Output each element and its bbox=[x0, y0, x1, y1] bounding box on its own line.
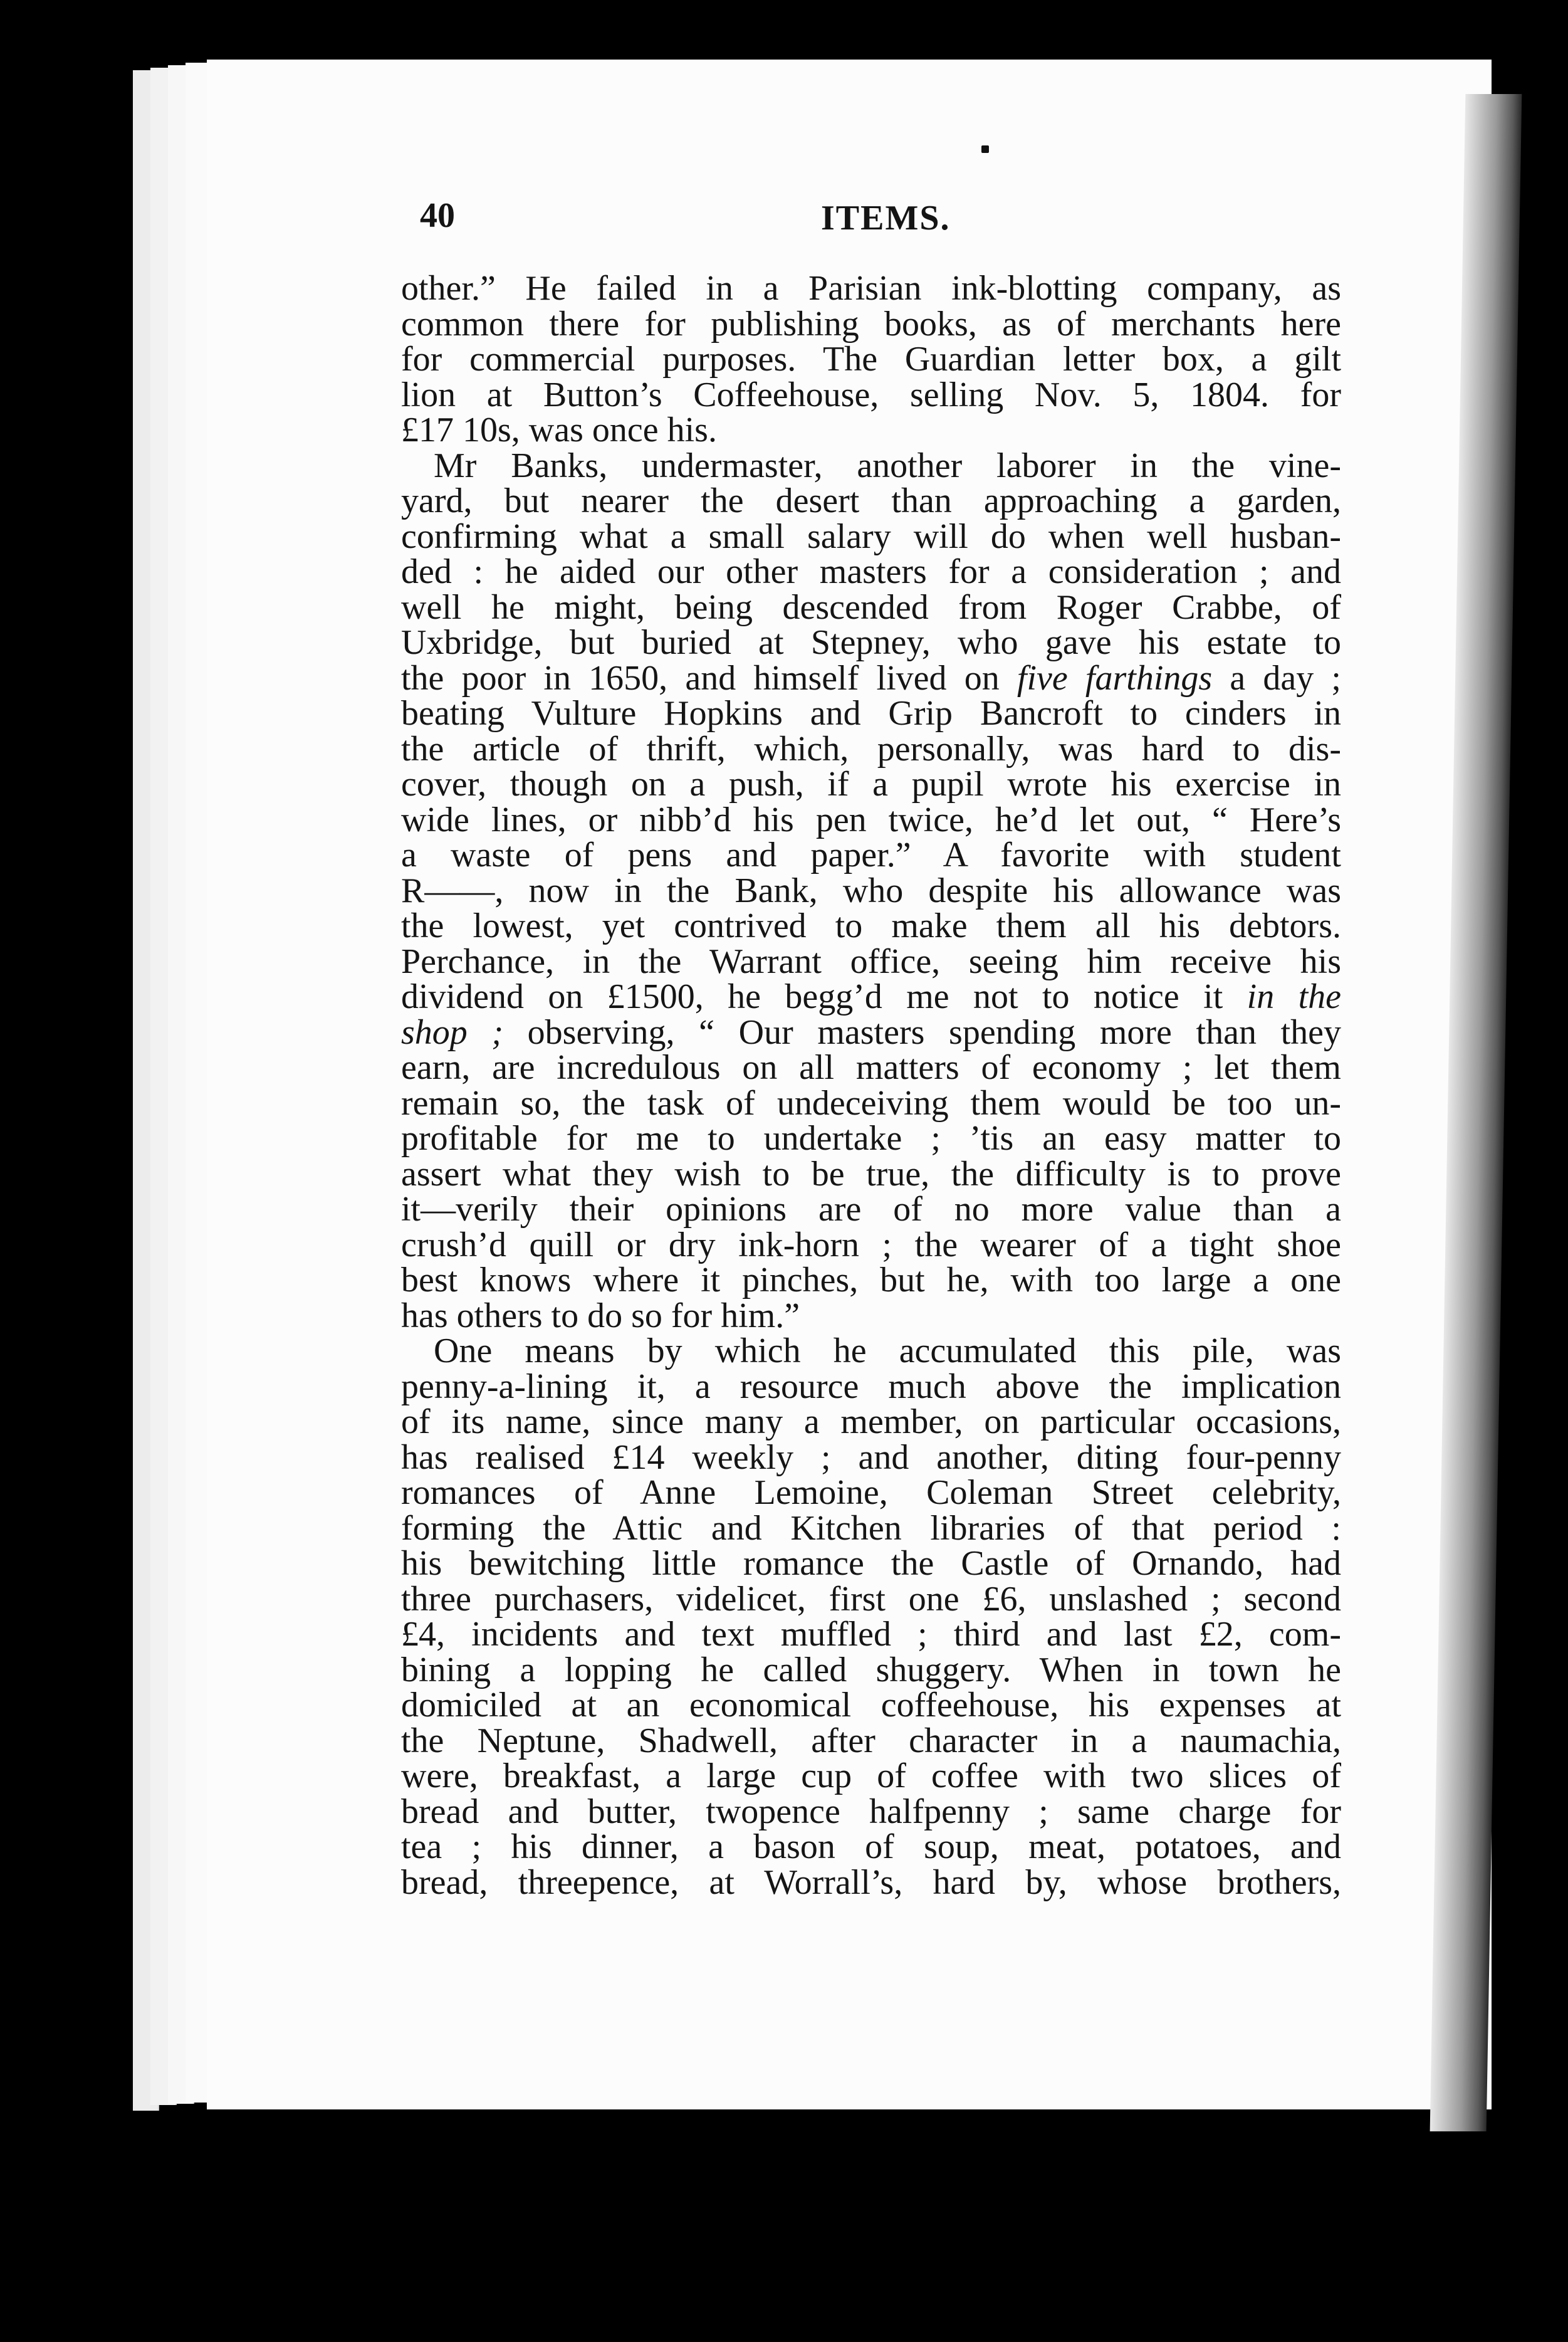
text-line: penny-a-lining it, a resource much above the implication bbox=[401, 1367, 1341, 1406]
text-line: ded : he aided our other masters for a consideration ; and bbox=[401, 552, 1341, 591]
text-line: best knows where it pinches, but he, with too large a one bbox=[401, 1261, 1341, 1300]
text-line: R——, now in the Bank, who despite his allowance was bbox=[401, 871, 1341, 910]
text-line: remain so, the task of undeceiving them would be too un- bbox=[401, 1083, 1341, 1123]
text-line: £17 10s, was once his. bbox=[401, 411, 717, 449]
running-head: ITEMS. bbox=[821, 199, 951, 238]
text-line: yard, but nearer the desert than approaching a garden, bbox=[401, 481, 1341, 520]
page-number: 40 bbox=[420, 196, 455, 235]
text-line: shop ; observing, “ Our masters spending more than they bbox=[401, 1012, 1341, 1052]
text-line: crush’d quill or dry ink-horn ; the wearer of a tight shoe bbox=[401, 1225, 1341, 1264]
text-line: profitable for me to undertake ; ’tis an easy matter to bbox=[401, 1119, 1341, 1158]
text-line: confirming what a small salary will do when well husban- bbox=[401, 517, 1341, 556]
text-line: romances of Anne Lemoine, Coleman Street celebrity, bbox=[401, 1473, 1341, 1512]
text-line: dividend on £1500, he begg’d me not to notice it in the bbox=[401, 977, 1341, 1016]
text-line: Mr Banks, undermaster, another laborer in the vine- bbox=[434, 446, 1341, 485]
text-line: were, breakfast, a large cup of coffee with two slices of bbox=[401, 1756, 1341, 1795]
text-line: cover, though on a push, if a pupil wrote his exercise in bbox=[401, 765, 1341, 804]
text-line: bread and butter, twopence halfpenny ; same charge for bbox=[401, 1792, 1341, 1831]
text-line: forming the Attic and Kitchen libraries of that period : bbox=[401, 1508, 1341, 1548]
text-line: has realised £14 weekly ; and another, diting four-penny bbox=[401, 1437, 1341, 1477]
text-line: well he might, being descended from Roger Crabbe, of bbox=[401, 587, 1341, 627]
text-line: of its name, since many a member, on particular occasions, bbox=[401, 1402, 1341, 1441]
text-line: his bewitching little romance the Castle of Ornando, had bbox=[401, 1544, 1341, 1583]
page-header bbox=[401, 196, 1366, 252]
text-line: domiciled at an economical coffeehouse, his expenses at bbox=[401, 1686, 1341, 1725]
text-line: beating Vulture Hopkins and Grip Bancroft to cinders in bbox=[401, 694, 1341, 733]
text-line: earn, are incredulous on all matters of economy ; let them bbox=[401, 1048, 1341, 1087]
text-line: Perchance, in the Warrant office, seeing him receive his bbox=[401, 942, 1341, 981]
body-text bbox=[401, 271, 1341, 1900]
ink-speck bbox=[981, 145, 989, 153]
text-line: has others to do so for him.” bbox=[401, 1296, 800, 1335]
text-line: the lowest, yet contrived to make them all his debtors. bbox=[401, 906, 1341, 945]
text-line: bread, threepence, at Worrall’s, hard by, whose brothers, bbox=[401, 1862, 1341, 1902]
text-line: One means by which he accumulated this pile, was bbox=[434, 1331, 1341, 1370]
text-line: three purchasers, videlicet, first one £6, unslashed ; second bbox=[401, 1579, 1341, 1619]
text-line: wide lines, or nibb’d his pen twice, he’d let out, “ Here’s bbox=[401, 800, 1341, 839]
text-line: other.” He failed in a Parisian ink-blotting company, as bbox=[401, 269, 1341, 308]
text-line: for commercial purposes. The Guardian letter box, a gilt bbox=[401, 340, 1341, 379]
text-line: tea ; his dinner, a bason of soup, meat, potatoes, and bbox=[401, 1827, 1341, 1866]
text-line: assert what they wish to be true, the difficulty is to prove bbox=[401, 1154, 1341, 1194]
text-line: lion at Button’s Coffeehouse, selling Nov. 5, 1804. for bbox=[401, 375, 1341, 414]
text-line: bining a lopping he called shuggery. When in town he bbox=[401, 1650, 1341, 1689]
text-line: £4, incidents and text muffled ; third and last £2, com- bbox=[401, 1615, 1341, 1654]
text-line: common there for publishing books, as of merchants here bbox=[401, 304, 1341, 344]
text-line: Uxbridge, but buried at Stepney, who gave his estate to bbox=[401, 623, 1341, 662]
text-line: the poor in 1650, and himself lived on five farthings a day ; bbox=[401, 658, 1341, 698]
text-line: a waste of pens and paper.” A favorite with student bbox=[401, 836, 1341, 874]
text-line: it—verily their opinions are of no more value than a bbox=[401, 1190, 1341, 1229]
text-line: the Neptune, Shadwell, after character in a naumachia, bbox=[401, 1721, 1341, 1760]
text-line: the article of thrift, which, personally, was hard to dis- bbox=[401, 729, 1341, 769]
